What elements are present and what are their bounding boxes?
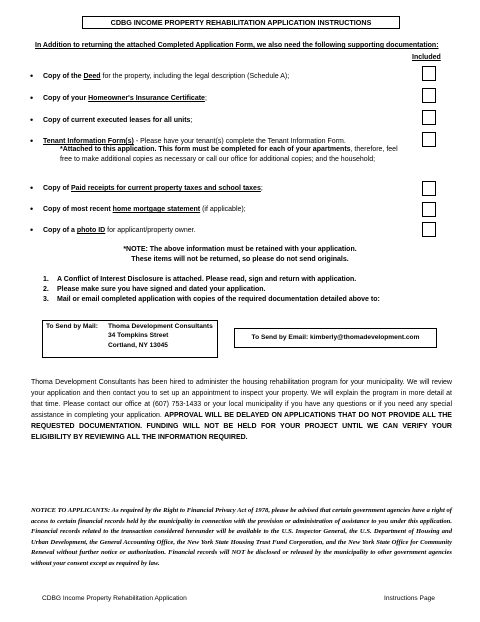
email-box: To Send by Email: kimberly@thomadevelopment.com: [234, 328, 437, 348]
item-pre: Copy of your: [43, 95, 89, 102]
mail-street: 34 Tompkins Street: [108, 332, 169, 339]
bullet: •: [30, 225, 34, 235]
checkbox-taxes[interactable]: [422, 181, 436, 196]
tenant-form-note: [60, 145, 410, 164]
item-key: Homeowner's Insurance Certificate: [88, 95, 205, 102]
list-item: A Conflict of Interest Disclosure is attached. Please read, sign and return with application.: [57, 276, 357, 283]
mail-label: To Send by Mail:: [46, 323, 98, 330]
bullet: •: [30, 204, 34, 214]
mail-city: Cortland, NY 13045: [108, 342, 168, 349]
tenant-note-bold: *Attached to this application. This form must be completed for each of your apartments: [60, 146, 351, 153]
note-line-2: These items will not be returned, so please do not send originals.: [131, 255, 349, 263]
item-pre: Copy of the: [43, 73, 84, 80]
list-number: 3.: [43, 296, 49, 303]
item-key: photo ID: [76, 227, 106, 234]
retention-note: [60, 245, 420, 264]
bullet: •: [30, 115, 34, 125]
item-pre: Copy of a: [43, 227, 77, 234]
item-key: Deed: [83, 73, 101, 80]
item-mortgage: [43, 205, 413, 214]
included-header: Included: [412, 54, 441, 61]
item-key: Paid receipts for current property taxes and school taxes: [71, 185, 261, 192]
bullet: •: [30, 183, 34, 193]
item-post: for applicant/property owner.: [105, 227, 196, 234]
item-post: ;: [190, 117, 193, 124]
list-item: Mail or email completed application with copies of the required documentation detailed above to:: [57, 296, 380, 303]
item-post: for the property, including the legal description (Schedule A);: [100, 73, 290, 80]
list-number: 2.: [43, 286, 49, 293]
intro-text: In Addition to returning the attached Completed Application Form, we also need the following supporting documentation:: [35, 42, 439, 49]
item-post: ;: [204, 95, 207, 102]
item-post: ;: [260, 185, 263, 192]
footer-right: Instructions Page: [384, 595, 435, 602]
item-pre: Copy of: [43, 185, 71, 192]
document-title: CDBG INCOME PROPERTY REHABILITATION APPLICATION INSTRUCTIONS: [82, 16, 400, 29]
list-number: 1.: [43, 276, 49, 283]
list-item: Please make sure you have signed and dated your application.: [57, 286, 266, 293]
footer-left: CDBG Income Property Rehabilitation Application: [42, 595, 187, 602]
checkbox-insurance[interactable]: [422, 88, 436, 103]
item-taxes: [43, 184, 413, 193]
mail-name: Thoma Development Consultants: [108, 323, 213, 330]
checkbox-mortgage[interactable]: [422, 202, 436, 217]
bullet: •: [30, 71, 34, 81]
item-pre: Copy of: [43, 117, 71, 124]
bullet: •: [30, 93, 34, 103]
checkbox-leases[interactable]: [422, 110, 436, 125]
checkbox-photo-id[interactable]: [422, 222, 436, 237]
item-key: current executed leases for all units: [71, 117, 191, 124]
program-paragraph: [31, 377, 452, 443]
item-leases: [43, 116, 413, 125]
checkbox-deed[interactable]: [422, 66, 436, 81]
item-post: - Please have your tenant(s) complete the Tenant Information Form.: [133, 138, 346, 145]
paragraph-bold: APPROVAL WILL BE DELAYED ON APPLICATIONS THAT DO NOT PROVIDE ALL THE REQUESTED DOCUMENTATION. FUNDING WILL NOT BE HELD FOR YOUR PROJECT UNTIL WE CAN VERIFY YOUR ELIGIBILITY BY REVIEWING ALL THE INFORMATION REQUIRED.: [31, 412, 452, 441]
bullet: •: [30, 136, 34, 146]
note-line-1: *NOTE: The above information must be retained with your application.: [123, 246, 357, 253]
tenant-note-rest: , therefore, feel free to make additional copies as necessary or call our office for additional copies; and the household;: [60, 146, 398, 163]
item-key: Tenant Information Form(s): [43, 138, 134, 145]
item-insurance: [43, 94, 413, 103]
item-deed: [43, 72, 413, 81]
item-post: (if applicable);: [200, 206, 246, 213]
item-pre: Copy of most recent: [43, 206, 113, 213]
checkbox-tenant-form[interactable]: [422, 132, 436, 147]
item-key: home mortgage statement: [112, 206, 201, 213]
privacy-notice: NOTICE TO APPLICANTS: As required by the Right to Financial Privacy Act of 1978, please be advised that certain government agencies have a right of access to certain financial records held by the municipality in connection with the provision or administration of assistance to you under this application. Financial records related to the transaction considered hereunder will be available to the U.S. Inspector General, the U.S. Department of Housing and Urban Development, the General Accounting Office, the New York State Housing Trust Fund Corporation, and the New York State Office for Community Renewal without further notice or authorization. Financial records will NOT be disclosed or released by the municipality to other government agencies without your consent except as required by law.: [31, 507, 452, 567]
item-photo-id: [43, 226, 413, 235]
mail-address-box: [42, 320, 218, 358]
paragraph-normal: Thoma Development Consultants has been hired to administer the housing rehabilitation program for your municipality. We will review your application and then contact you to set up an appointment to inspect your property. We will explain the program in more detail at that time. Please contact our office at (607) 753-1433 or your local municipality if you have any questions or if you need any special assistance in completing your application.: [31, 379, 452, 419]
